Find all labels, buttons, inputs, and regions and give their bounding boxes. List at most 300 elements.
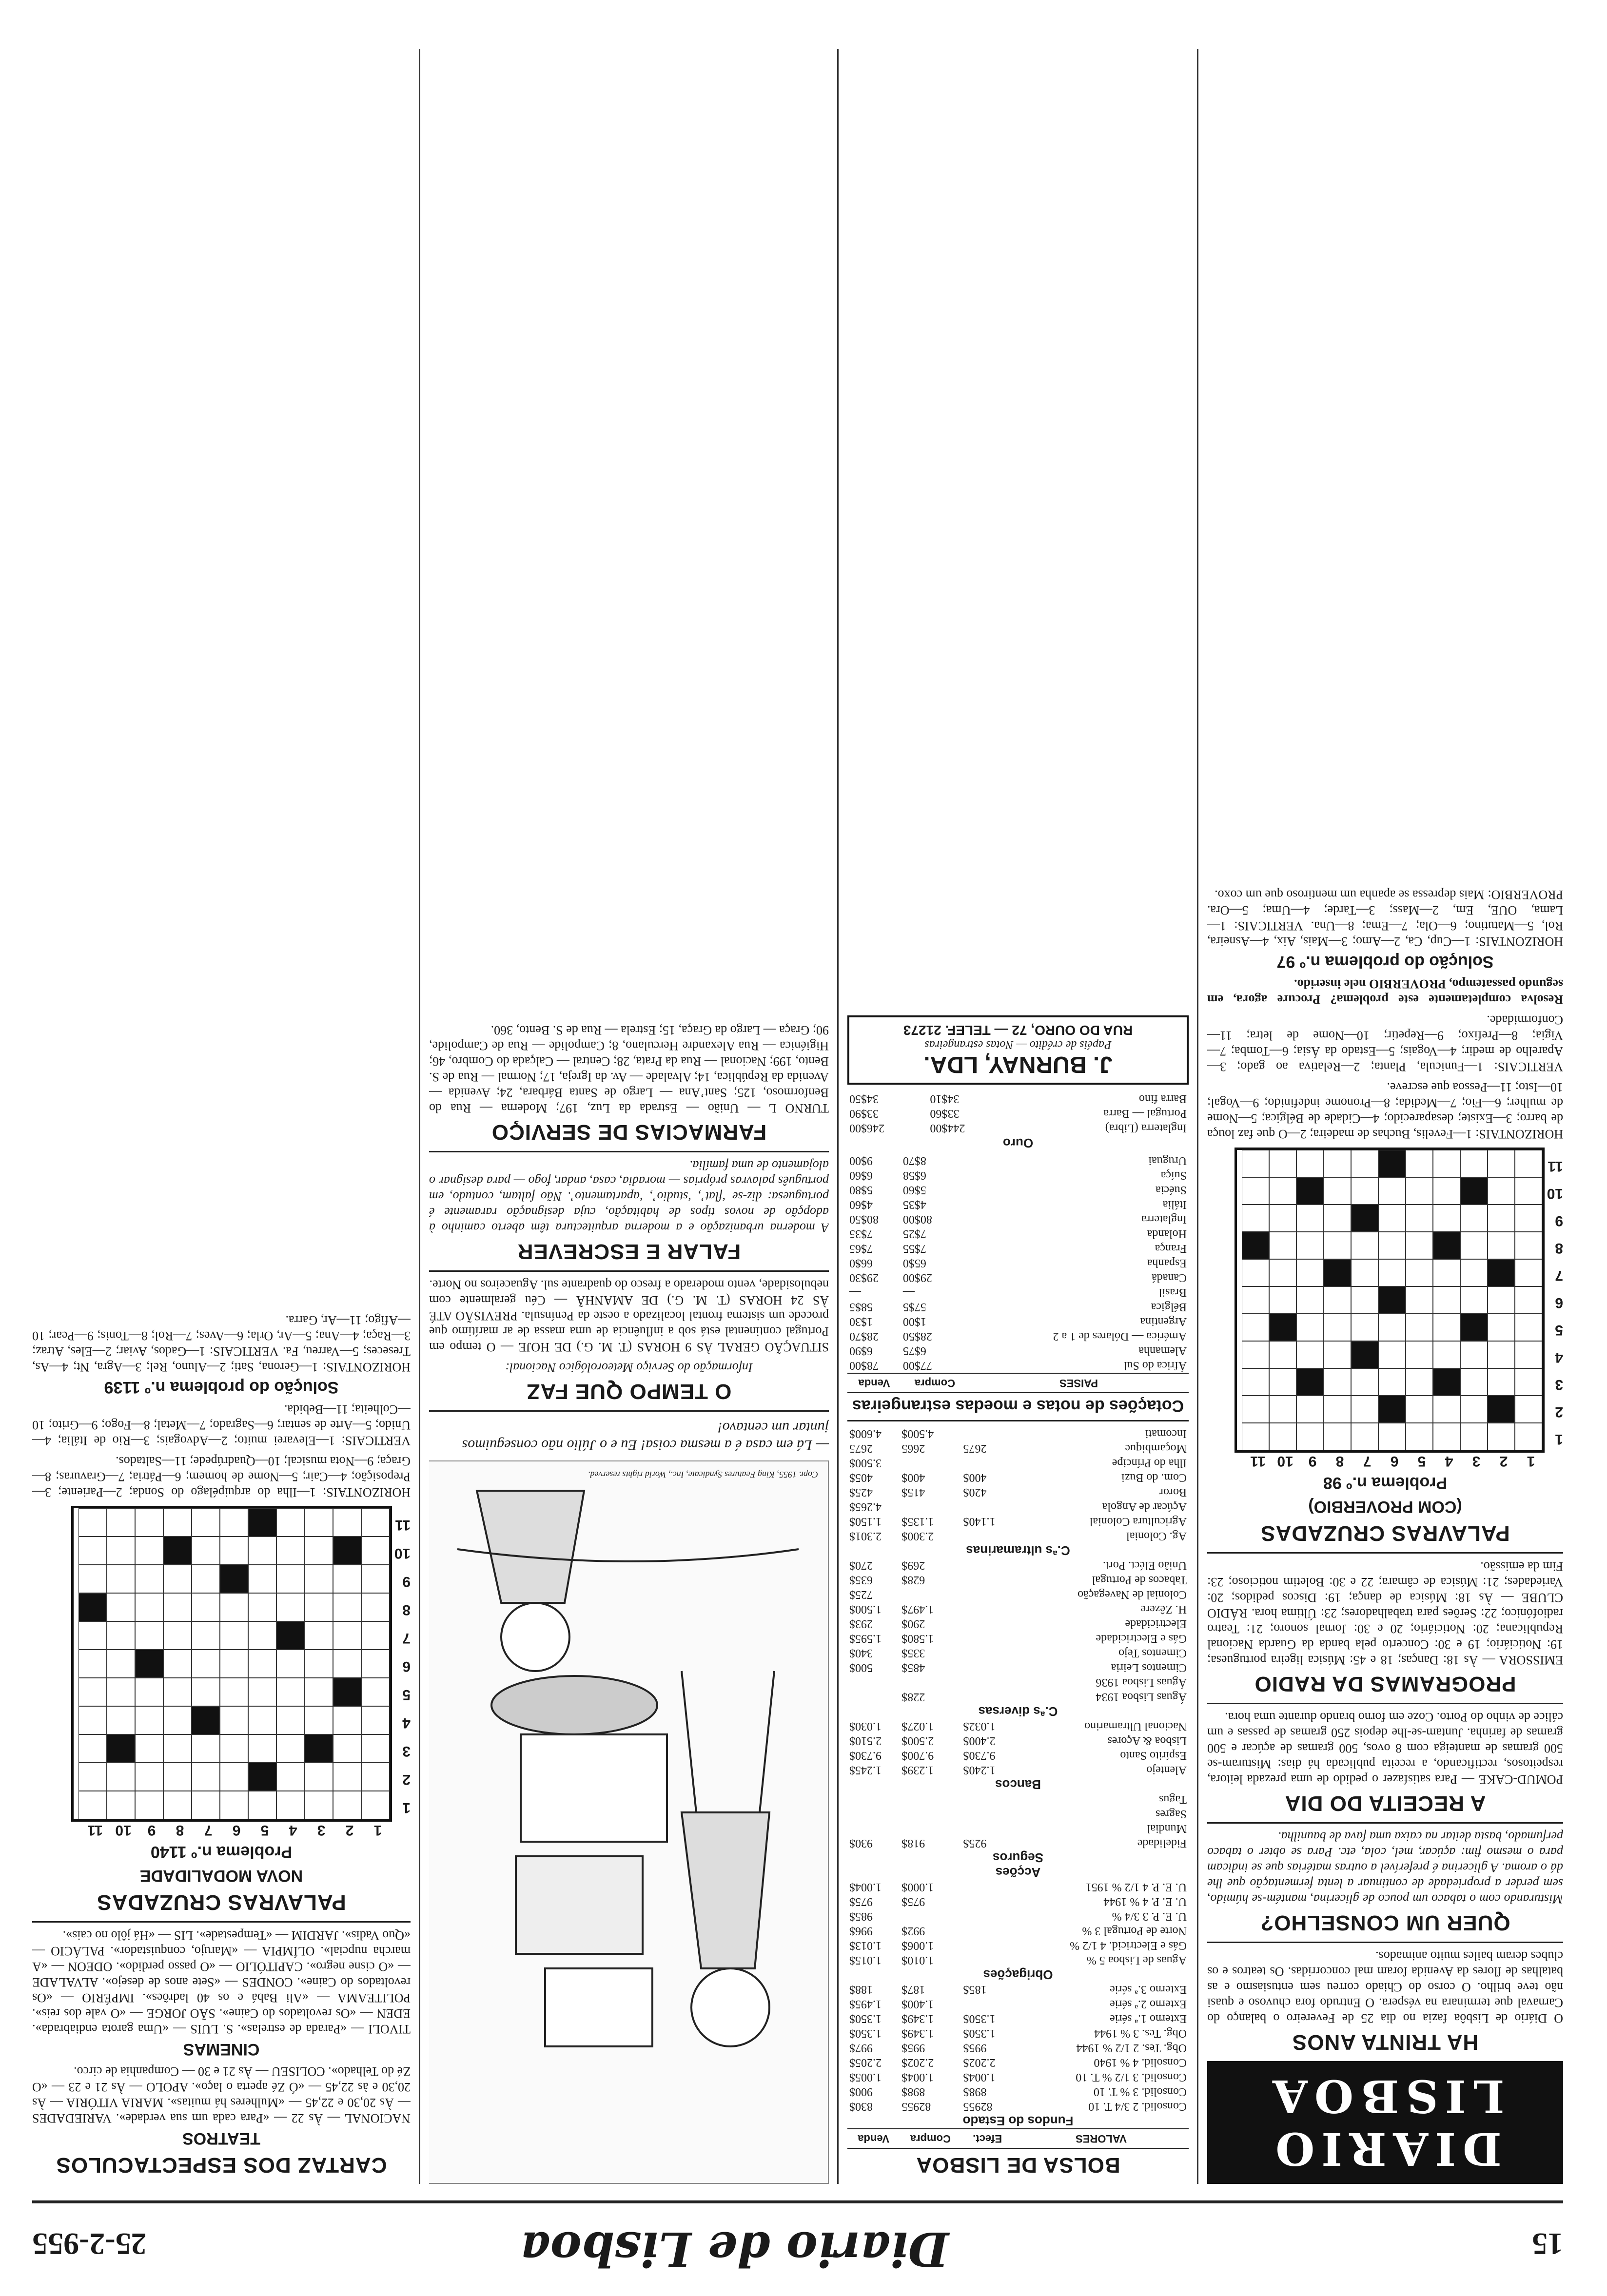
- column-number: 3: [1472, 1453, 1481, 1469]
- crossword-cell: [361, 1537, 390, 1565]
- teatros-text: NACIONAL — Às 22 — «Para cada um sua verdade». VARIEDADES — Às 20,30 e 22,45 — «Mulheres há muitas». MARIA VITÓRIA — Às 20,30 e às 22,45 — «Ó Zé aperta o laço». APOLO — Às 21 e 23 — «O Zé do Telhado». COLISEU — Às 21 e 30 — Companhia de circo.: [32, 2064, 411, 2125]
- row-number: 4: [402, 1715, 411, 1731]
- tempo-text: SITUAÇÃO GERAL ÀS 9 HORAS (T. M. G.) DE HOJE — O tempo em Portugal continental está sob a influência de uma massa de ar marítimo que procede um sistema frontal localizado a oeste da Península. PREVISÃO ATÉ ÀS 24 HORAS (T. M. G.) DE AMANHÃ — Céu geralmente com nebulosidade, vento moderado a fresco do quadrante sul. Aguaceiros no Norte.: [429, 1278, 829, 1354]
- crossword-block: [32, 1506, 411, 1822]
- solucao-text: HORIZONTAIS: 1—Cup, Ca, 2—Amo; 3—Mais, Aix, 4—Asneira, Rol, 5—Matutino; 6—Ola; 7—Ema; 8—Una. VERTICAIS: 1—Lama, OUE, Em, 2—Mass; 3—Tarde; 4—Uma; 5—Ora. PROVERBIO: Mais depressa se apanha um mentiroso que um coxo.: [1207, 888, 1563, 949]
- crossword-cell: [305, 1678, 333, 1706]
- crossword-cell: [107, 1537, 135, 1565]
- table-row: [847, 1300, 1189, 1314]
- table-row: [847, 1880, 1189, 1894]
- cruzadas-title: PALAVRAS CRUZADAS: [97, 1890, 346, 1914]
- crossword-cell: [305, 1650, 333, 1678]
- country-name: Bélgica: [1151, 1301, 1187, 1313]
- crossword-cell: [1488, 1314, 1515, 1341]
- crossword-cell: [1269, 1341, 1296, 1368]
- crossword-row-numbers: [392, 1506, 411, 1822]
- price-cell: 34$50: [849, 1092, 879, 1105]
- crossword-cell: [248, 1706, 276, 1734]
- table-row: [847, 1690, 1189, 1704]
- crossword-cell: [1515, 1314, 1542, 1341]
- divider: [1207, 1942, 1563, 1943]
- crossword-cell: [1378, 1232, 1406, 1259]
- table-row: [847, 1343, 1189, 1358]
- masthead-rule: [32, 2200, 1563, 2203]
- security-name: Tabacos de Portugal: [1092, 1574, 1187, 1586]
- security-name: Mundial: [1147, 1822, 1187, 1835]
- table-row: [847, 1821, 1189, 1836]
- crossword-cell: [1296, 1232, 1324, 1259]
- divider: [1207, 1552, 1563, 1554]
- crossword-cell: [163, 1621, 192, 1650]
- divider: [1207, 1822, 1563, 1824]
- crossword-cell: [1406, 1314, 1433, 1341]
- security-name: Cimentos Leiria: [1111, 1661, 1187, 1674]
- crossword-row-numbers: [1545, 1148, 1563, 1453]
- crossword-cell: [1515, 1368, 1542, 1396]
- crossword-cell: [1515, 1232, 1542, 1259]
- crossword-cell: [163, 1537, 192, 1565]
- price-cell: [847, 1821, 900, 1836]
- price-cell: 4.500$: [901, 1427, 934, 1440]
- crossword-cell: [1460, 1341, 1488, 1368]
- proverbio-text: Resolva completamente este problema? Procure agora, em segundo passatempo, PROVERBIO nele inserido.: [1207, 977, 1563, 1007]
- crossword-cell: [1269, 1286, 1296, 1314]
- paper-date: 25-2-955: [32, 2227, 147, 2261]
- row-number: 6: [402, 1658, 411, 1674]
- price-cell: [961, 1894, 1014, 1909]
- price-cell: [961, 1880, 1014, 1894]
- crossword-cell: [1296, 1259, 1324, 1286]
- bolsa-header-efect: Efect.: [961, 2129, 1014, 2148]
- right-column: [32, 49, 411, 2184]
- crossword-cell: [192, 1621, 220, 1650]
- crossword-cell: [1460, 1177, 1488, 1205]
- bolsa-table: [847, 1426, 1189, 2149]
- crossword-cell: [163, 1791, 192, 1819]
- solucao-text: HORIZONTAIS: 1—Gerona, Sati; 2—Aluno, Rel; 3—Agra, Nt; 4—As, Treseces; 5—Varreu, Fa. VERTICAIS: 1—Gados, Aviar; 2—Eles, Atraz; 3—Raça; 4—Ana; 5—Ar, Orla; 6—Aves; 7—Rol; 8—Tonis; 9—Pear; 10—Afigo; 11—Ar, Garra.: [32, 1313, 411, 1374]
- crossword-cell: [107, 1791, 135, 1819]
- crossword-grid-left: [1235, 1148, 1545, 1453]
- ouro-title: Ouro: [1002, 1136, 1034, 1150]
- crossword-cell: [1378, 1177, 1406, 1205]
- price-cell: 1$30: [849, 1315, 873, 1328]
- price-cell: 975$: [849, 1895, 873, 1908]
- country-name: América — Dólares de 1 a 2: [1053, 1330, 1187, 1343]
- price-cell: 9.730$: [963, 1749, 996, 1762]
- hat-box: [491, 1676, 657, 1734]
- table-row: [847, 1456, 1189, 1470]
- crossword-cell: [192, 1706, 220, 1734]
- crossword-cell: [1460, 1205, 1488, 1232]
- crossword-cell: [192, 1734, 220, 1763]
- price-cell: 1.580$: [901, 1632, 934, 1645]
- table-row: [847, 1953, 1189, 1967]
- receita-text: POMUD-CAKE — Para satisfazer o pedido de uma prezada leitora, respeitosos, rectificando, a receita publicada há dias: Misturam-se 500 gramas de manteiga com 8 ovos, 500 gramas de açúcar e 500 gramas de farinha. Juntam-se-lhe depois 250 gramas de passas e um cálice de vinho do Porto. Coze em forno brando durante uma hora.: [1207, 1710, 1563, 1787]
- price-cell: 1.400$: [901, 1998, 934, 2010]
- crossword-cell: [163, 1508, 192, 1537]
- crossword-cell: [78, 1593, 107, 1621]
- falar-title: FALAR E ESCREVER: [517, 1240, 741, 1264]
- crossword-cell: [220, 1734, 248, 1763]
- price-cell: 898$: [901, 2085, 925, 2098]
- cartoon-credit: Copr. 1955, King Features Syndicate, Inc., World rights reserved.: [588, 1470, 818, 1479]
- table-row: [847, 1285, 1189, 1300]
- crossword-cell: [276, 1537, 305, 1565]
- table-row: [847, 1499, 1189, 1514]
- price-cell: 4.600$: [849, 1427, 882, 1440]
- crossword-cell: [1406, 1423, 1433, 1450]
- crossword-cell: [192, 1650, 220, 1678]
- crossword-cell: [1242, 1286, 1269, 1314]
- crossword-cell: [1324, 1205, 1351, 1232]
- price-cell: 1.245$: [849, 1764, 882, 1776]
- row-number: 1: [402, 1800, 411, 1816]
- crossword-cell: [1269, 1368, 1296, 1396]
- verticais-text: VERTICAIS: 1—Elevarei muito; 2—Advogais; 3—Rio de Itália; 4—Unido; 5—Arte de sentar; 6—Sagrado; 7—Metal; 8—Fogo; 9—Grito; 10—Colheita; 11—Bebida.: [32, 1402, 411, 1448]
- masthead: [32, 2208, 1563, 2281]
- column-number: 11: [87, 1822, 103, 1838]
- section-title: C.ªs ultramarinas: [966, 1543, 1070, 1558]
- crossword-cell: [1378, 1423, 1406, 1450]
- table-row: [847, 1106, 1189, 1121]
- gift-box: [545, 1968, 652, 2046]
- crossword-cell: [333, 1565, 361, 1593]
- price-cell: 405$: [849, 1471, 873, 1484]
- section-title: Fundos do Estado: [962, 2114, 1074, 2128]
- price-cell: 2.301$: [849, 1530, 882, 1542]
- security-name: Moçambique: [1125, 1442, 1187, 1455]
- crossword-cell: [1351, 1368, 1378, 1396]
- bolsa-header-valores: VALORES: [1014, 2129, 1189, 2148]
- column-number: 5: [1417, 1453, 1426, 1469]
- crossword-cell: [1488, 1259, 1515, 1286]
- crossword-cell: [1296, 1177, 1324, 1205]
- table-row: [847, 1675, 1189, 1690]
- security-name: U. E. P. 4 1/2 % 1951: [1085, 1881, 1187, 1893]
- crossword-cell: [1242, 1396, 1269, 1423]
- security-name: U. E. P. 4 % 1944: [1103, 1895, 1187, 1908]
- price-cell: 485$: [901, 1661, 925, 1674]
- price-cell: 1.240$: [963, 1764, 996, 1776]
- section-row: [847, 1704, 1189, 1719]
- country-name: Inglaterra: [1141, 1213, 1187, 1226]
- crossword-cell: [1242, 1423, 1269, 1450]
- crossword-cell: [1242, 1232, 1269, 1259]
- price-cell: 185$: [963, 1983, 987, 1996]
- table-row: [847, 2099, 1189, 2114]
- price-cell: 3.500$: [849, 1457, 882, 1469]
- crossword-cell: [1324, 1259, 1351, 1286]
- price-cell: 1.140$: [963, 1515, 996, 1528]
- column-number: 10: [1277, 1453, 1293, 1469]
- section-title: Bancos: [995, 1777, 1041, 1792]
- row-number: 10: [394, 1545, 411, 1561]
- crossword-cell: [107, 1650, 135, 1678]
- column-number: 1: [1527, 1453, 1535, 1469]
- security-name: Consolid. 3 1/2 % T. 10: [1076, 2071, 1187, 2083]
- country-name: Itália: [1162, 1198, 1187, 1211]
- crossword-cell: [1460, 1423, 1488, 1450]
- price-cell: 1.006$: [901, 1939, 934, 1952]
- crossword-cell: [1378, 1286, 1406, 1314]
- crossword-cell: [192, 1678, 220, 1706]
- price-cell: 1.350$: [963, 2012, 996, 2025]
- crossword-cell: [1433, 1286, 1460, 1314]
- table-row: [847, 1558, 1189, 1573]
- crossword-cell: [78, 1508, 107, 1537]
- section-title: Obrigações: [983, 1967, 1053, 1982]
- left-column: [1207, 49, 1563, 2184]
- crossword-cell: [1515, 1396, 1542, 1423]
- price-cell: 1.500$: [849, 1603, 882, 1615]
- crossword-cell: [1406, 1205, 1433, 1232]
- crossword-cell: [1433, 1314, 1460, 1341]
- price-cell: 2.400$: [963, 1734, 996, 1747]
- crossword-cell: [1324, 1423, 1351, 1450]
- crossword-cell: [192, 1763, 220, 1791]
- price-cell: [961, 1997, 1014, 2011]
- crossword-cell: [1269, 1314, 1296, 1341]
- crossword-cell: [135, 1537, 163, 1565]
- crossword-cell: [1351, 1232, 1378, 1259]
- table-row: [847, 1894, 1189, 1909]
- crossword-cell: [220, 1593, 248, 1621]
- section-title: C.ªs diversas: [978, 1704, 1058, 1719]
- crossword-cell: [135, 1621, 163, 1650]
- cruzadas-problem-number: Problema n.º 1140: [150, 1843, 293, 1861]
- crossword-cell: [305, 1734, 333, 1763]
- price-cell: 996$: [849, 1925, 873, 1937]
- crossword-cell: [135, 1593, 163, 1621]
- security-name: Ilha do Príncipe: [1112, 1457, 1187, 1469]
- crossword-cell: [1296, 1368, 1324, 1396]
- price-cell: [900, 1499, 961, 1514]
- price-cell: [961, 1499, 1014, 1514]
- crossword-cell: [333, 1678, 361, 1706]
- second-character-body: [477, 1491, 584, 1603]
- crossword-cell: [1296, 1396, 1324, 1423]
- price-cell: 1.015$: [849, 1954, 882, 1966]
- gift-box: [521, 1734, 667, 1842]
- column-number: 11: [1250, 1453, 1266, 1469]
- crossword-cell: [135, 1678, 163, 1706]
- crossword-cell: [107, 1734, 135, 1763]
- crossword-cell: [220, 1650, 248, 1678]
- table-row: [847, 1660, 1189, 1675]
- table-row: [847, 2041, 1189, 2055]
- crossword-cell: [135, 1734, 163, 1763]
- crossword-cell: [333, 1508, 361, 1537]
- table-row: [847, 1763, 1189, 1777]
- crossword-cell: [163, 1678, 192, 1706]
- crossword-cell: [78, 1791, 107, 1819]
- radio-text: EMISSORA — Às 18: Danças; 18 e 45: Música ligeira portuguesa; 19: Noticiário; 19 e 30: Concerto pela banda da Guarda Nacional Republicana; 20: Noticiário; 20 e 30: Jornal sonoro; 21: Teatro radiofónico; 22: Serões para trabalhadores; 23: Última hora. RÁDIO CLUBE — Às 18: Música de dança; 19: Discos pedidos; 20: Variedades; 21: Música de câmara; 22 e 30: Boletim noticioso; 23: Fim da emissão.: [1207, 1559, 1563, 1667]
- crossword-cell: [135, 1650, 163, 1678]
- price-cell: 1$00: [902, 1315, 926, 1328]
- price-cell: 2665: [901, 1442, 925, 1455]
- crossword-cell: [1378, 1368, 1406, 1396]
- security-name: Externo 3.ª série: [1110, 1983, 1187, 1996]
- divider: [847, 1420, 1189, 1421]
- crossword-cell: [1515, 1341, 1542, 1368]
- price-cell: [900, 1675, 961, 1690]
- bolsa-header-compra: Compra: [900, 2129, 961, 2148]
- table-row: [847, 1719, 1189, 1733]
- column-number: 1: [373, 1822, 382, 1838]
- crossword-cell: [1269, 1177, 1296, 1205]
- crossword-cell: [1269, 1150, 1296, 1177]
- column-divider: [1197, 49, 1198, 2184]
- security-name: Sagres: [1156, 1808, 1187, 1820]
- row-number: 7: [402, 1630, 411, 1646]
- price-cell: 7$55: [902, 1242, 926, 1255]
- price-cell: [900, 1807, 961, 1821]
- crossword-cell: [1269, 1232, 1296, 1259]
- price-cell: 1.349$: [901, 2027, 934, 2040]
- table-row: [847, 1587, 1189, 1602]
- crossword-cell: [248, 1593, 276, 1621]
- price-cell: 1.495$: [849, 1998, 882, 2010]
- price-cell: 77$00: [902, 1359, 932, 1372]
- crossword-cell: [192, 1593, 220, 1621]
- crossword-column-numbers: [1207, 1453, 1545, 1469]
- price-cell: 1.005$: [849, 2071, 882, 2083]
- radio-title: PROGRAMAS DA RADIO: [1254, 1672, 1516, 1696]
- table-row: [847, 1183, 1189, 1197]
- divider: [1207, 1703, 1563, 1704]
- crossword-cell: [1324, 1150, 1351, 1177]
- crossword-cell: [1351, 1205, 1378, 1232]
- column-number: 4: [289, 1822, 297, 1838]
- security-name: Com. do Buzi: [1121, 1471, 1187, 1484]
- price-cell: 975$: [901, 1895, 925, 1908]
- crossword-cell: [78, 1621, 107, 1650]
- table-row: [847, 2026, 1189, 2041]
- crossword-grid-right: [71, 1506, 392, 1822]
- section-row: [847, 1777, 1189, 1792]
- crossword-cell: [1488, 1205, 1515, 1232]
- table-row: [847, 1441, 1189, 1456]
- price-cell: 2.202$: [963, 2056, 996, 2069]
- security-name: Águas Lisboa 1934: [1096, 1691, 1187, 1703]
- crossword-cell: [163, 1763, 192, 1791]
- crossword-cell: [1296, 1341, 1324, 1368]
- table-row: [847, 1314, 1189, 1329]
- second-character-head: [501, 1603, 569, 1671]
- section-row: [847, 1865, 1189, 1880]
- country-name: África do Sul: [1123, 1359, 1187, 1372]
- crossword-cell: [1433, 1396, 1460, 1423]
- teatros-title: TEATROS: [182, 2129, 260, 2148]
- price-cell: [961, 1558, 1014, 1573]
- crossword-cell: [1460, 1396, 1488, 1423]
- column-number: 6: [1390, 1453, 1399, 1469]
- price-cell: 270$: [849, 1559, 873, 1572]
- price-cell: [961, 1616, 1014, 1631]
- price-cell: 725$: [849, 1588, 873, 1601]
- price-cell: 293$: [849, 1617, 873, 1630]
- price-cell: 995$: [901, 2042, 925, 2054]
- crossword-cell: [248, 1763, 276, 1791]
- crossword-cell: [1324, 1177, 1351, 1205]
- price-cell: 29$30: [849, 1271, 879, 1284]
- row-number: 2: [402, 1771, 411, 1788]
- crossword-column-numbers: [32, 1822, 392, 1838]
- crossword-cell: [333, 1763, 361, 1791]
- price-cell: 340$: [849, 1647, 873, 1659]
- crossword-cell: [276, 1650, 305, 1678]
- crossword-cell: [1324, 1286, 1351, 1314]
- price-cell: 985$: [849, 1910, 873, 1923]
- cambios-header-compra: Compra: [901, 1373, 969, 1393]
- price-cell: 1.030$: [849, 1720, 882, 1732]
- bolsa-column: [847, 49, 1189, 2184]
- price-cell: 65$0: [902, 1257, 926, 1269]
- divider: [32, 1921, 411, 1923]
- security-name: Espírito Santo: [1120, 1749, 1187, 1762]
- crossword-cell: [276, 1678, 305, 1706]
- table-row: [847, 1602, 1189, 1616]
- price-cell: 918$: [901, 1837, 925, 1849]
- price-cell: [961, 1807, 1014, 1821]
- price-cell: 66$0: [849, 1257, 873, 1269]
- country-name: Brasil: [1158, 1286, 1187, 1299]
- crossword-cell: [135, 1763, 163, 1791]
- crossword-cell: [1515, 1286, 1542, 1314]
- crossword-cell: [1460, 1259, 1488, 1286]
- table-row: [847, 1329, 1189, 1343]
- paper-title: Diario de Lisboa: [520, 2221, 949, 2277]
- crossword-cell: [135, 1508, 163, 1537]
- crossword-cell: [1515, 1423, 1542, 1450]
- price-cell: 1.350$: [963, 2027, 996, 2040]
- crossword-cell: [1378, 1396, 1406, 1423]
- crossword-cell: [1351, 1314, 1378, 1341]
- crossword-cell: [220, 1706, 248, 1734]
- crossword-cell: [1460, 1314, 1488, 1341]
- divider: [429, 1410, 829, 1412]
- price-cell: [961, 1631, 1014, 1646]
- security-name: U. E. P. 3 3/4 %: [1112, 1910, 1187, 1923]
- price-cell: 1.027$: [901, 1720, 934, 1732]
- crossword-cell: [1296, 1423, 1324, 1450]
- column-number: 7: [1363, 1453, 1372, 1469]
- security-name: Obg. Tes. 3 % 1944: [1094, 2027, 1187, 2040]
- crossword-cell: [1488, 1368, 1515, 1396]
- crossword-cell: [1460, 1286, 1488, 1314]
- crossword-cell: [1242, 1341, 1269, 1368]
- crossword-cell: [107, 1763, 135, 1791]
- price-cell: 830$: [849, 2100, 873, 2113]
- price-cell: [847, 1792, 900, 1807]
- burnay-address: RUA DO OURO, 72 — TELEF. 21273: [903, 1023, 1133, 1038]
- crossword-cell: [248, 1537, 276, 1565]
- price-cell: 78$00: [849, 1359, 879, 1372]
- price-cell: 992$: [901, 1925, 925, 1937]
- price-cell: [961, 1924, 1014, 1938]
- crossword-cell: [220, 1565, 248, 1593]
- crossword-cell: [305, 1791, 333, 1819]
- crossword-cell: [1406, 1150, 1433, 1177]
- price-cell: 4$60: [849, 1198, 873, 1211]
- crossword-cell: [1324, 1368, 1351, 1396]
- table-row: [847, 1426, 1189, 1441]
- crossword-cell: [1378, 1314, 1406, 1341]
- crossword-cell: [305, 1763, 333, 1791]
- cambios-header-venda: Venda: [847, 1373, 901, 1393]
- price-cell: [900, 1456, 961, 1470]
- cinemas-title: CINEMAS: [183, 2040, 260, 2059]
